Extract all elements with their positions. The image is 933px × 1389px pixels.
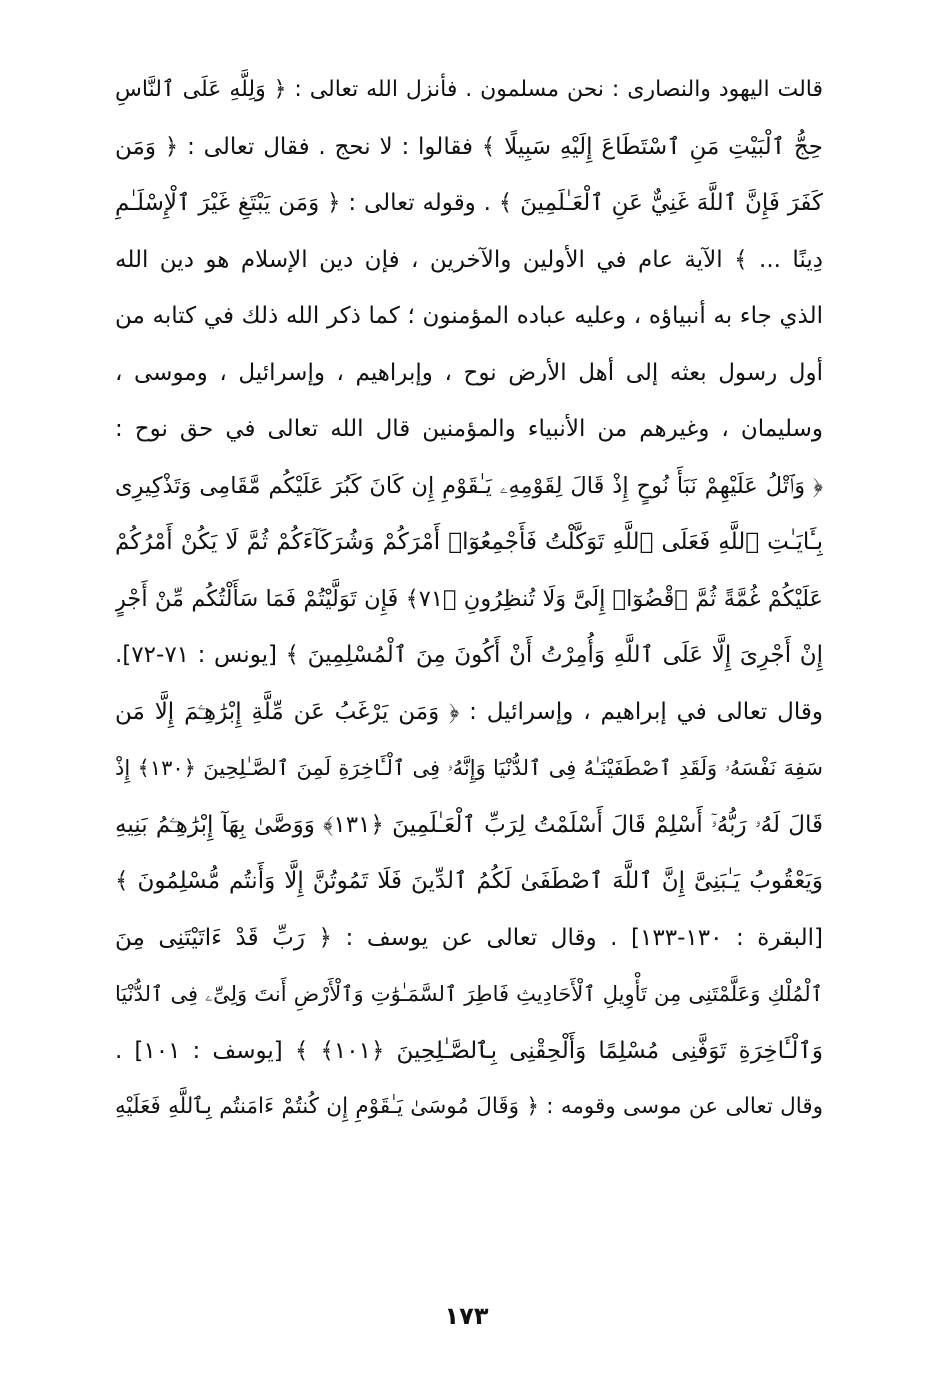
text-line-8: ﴿ وَٱتْلُ عَلَيْهِمْ نَبَأَ نُوحٍ إِذْ قَالَ لِقَوْمِهِۦ يَـٰقَوْمِ إِن كَانَ كَبُرَ عَلَيْكُم مَّقَامِى وَتَذْكِيرِى: [115, 472, 823, 499]
text-line-17: ٱلْمُلْكِ وَعَلَّمْتَنِى مِن تَأْوِيلِ ٱلْأَحَادِيثِ فَاطِرَ ٱلسَّمَـٰوَٰتِ وَٱلْأَرْضِ أَنتَ وَلِىِّۦ فِى ٱلدُّنْيَا: [115, 982, 823, 1006]
text-line-13: سَفِهَ نَفْسَهُۥ وَلَقَدِ ٱصْطَفَيْنَـٰهُ فِى ٱلدُّنْيَا وَإِنَّهُۥ فِى ٱلْـَٔاخِرَةِ لَمِنَ ٱلصَّـٰلِحِينَ ﴿١٣٠﴾ إِذْ: [115, 756, 823, 780]
text-line-3: كَفَرَ فَإِنَّ ٱللَّهَ غَنِيٌّ عَنِ ٱلْعَـٰلَمِينَ ﴾ . وقوله تعالى : ﴿ وَمَن يَبْتَغِ غَيْرَ ٱلْإِسْلَـٰمِ: [115, 190, 823, 216]
text-line-14: قَالَ لَهُۥ رَبُّهُۥٓ أَسْلِمْ قَالَ أَسْلَمْتُ لِرَبِّ ٱلْعَـٰلَمِينَ ﴿١٣١﴾ وَوَصَّىٰ بِهَآ إِبْرَٰهِـۧمُ بَنِيهِ: [115, 811, 823, 838]
text-line-19: وقال تعالى عن موسى وقومه : ﴿ وَقَالَ مُوسَىٰ يَـٰقَوْمِ إِن كُنتُمْ ءَامَنتُم بِٱللَّهِ فَعَلَيْهِ: [115, 1094, 823, 1119]
text-line-16: [البقرة : ١٣٠-١٣٣] . وقال تعالى عن يوسف : ﴿ رَبِّ قَدْ ءَاتَيْتَنِى مِنَ: [115, 924, 823, 951]
body-text: [115, 62, 823, 1136]
text-line-2: حِجُّ ٱلْبَيْتِ مَنِ ٱسْتَطَاعَ إِلَيْهِ سَبِيلًا ﴾ فقالوا : لا نحج . فقال تعالى : ﴿ وَمَن: [115, 133, 823, 160]
text-line-12: وقال تعالى في إبراهيم ، وإسرائيل : ﴿ وَمَن يَرْغَبُ عَن مِّلَّةِ إِبْرَٰهِـۧمَ إِلَّا مَن: [115, 698, 823, 725]
text-line-9: بِـَٔايَـٰتِ ٱللَّهِ فَعَلَى ٱللَّهِ تَوَكَّلْتُ فَأَجْمِعُوٓا۟ أَمْرَكُمْ وَشُرَكَآءَكُمْ ثُمَّ لَا يَكُنْ أَمْرُكُمْ: [115, 529, 823, 555]
text-line-11: إِنْ أَجْرِىَ إِلَّا عَلَى ٱللَّهِ وَأُمِرْتُ أَنْ أَكُونَ مِنَ ٱلْمُسْلِمِينَ ﴾ [يونس : ٧١-٧٢].: [115, 642, 823, 668]
text-line-5: الذي جاء به أنبياؤه ، وعليه عباده المؤمنون ؛ كما ذكر الله ذلك في كتابه من: [115, 303, 823, 329]
text-line-6: أول رسول بعثه إلى أهل الأرض نوح ، وإبراهيم ، وإسرائيل ، وموسى ،: [115, 359, 823, 386]
text-line-1: قالت اليهود والنصارى : نحن مسلمون . فأنزل الله تعالى : ﴿ وَلِلَّهِ عَلَى ٱلنَّاسِ: [115, 77, 823, 102]
text-line-4: دِينًا ... ﴾ الآية عام في الأولين والآخرين ، فإن دين الإسلام هو دين الله: [115, 246, 823, 273]
text-line-15: وَيَعْقُوبُ يَـٰبَنِىَّ إِنَّ ٱللَّهَ ٱصْطَفَىٰ لَكُمُ ٱلدِّينَ فَلَا تَمُوتُنَّ إِلَّا وَأَنتُم مُّسْلِمُونَ ﴾: [115, 868, 823, 894]
text-line-10: عَلَيْكُمْ غُمَّةً ثُمَّ ٱقْضُوٓا۟ إِلَىَّ وَلَا تُنظِرُونِ ﴿٧١﴾ فَإِن تَوَلَّيْتُمْ فَمَا سَأَلْتُكُم مِّنْ أَجْرٍ: [115, 585, 823, 612]
page-number: ١٧٣: [444, 1302, 489, 1330]
text-line-7: وسليمان ، وغيرهم من الأنبياء والمؤمنين قال الله تعالى في حق نوح :: [115, 416, 823, 442]
text-line-18: وَٱلْـَٔاخِرَةِ تَوَفَّنِى مُسْلِمًا وَأَلْحِقْنِى بِٱلصَّـٰلِحِينَ ﴿١٠١﴾ ﴾ [يوسف : ١٠١] .: [115, 1037, 823, 1064]
